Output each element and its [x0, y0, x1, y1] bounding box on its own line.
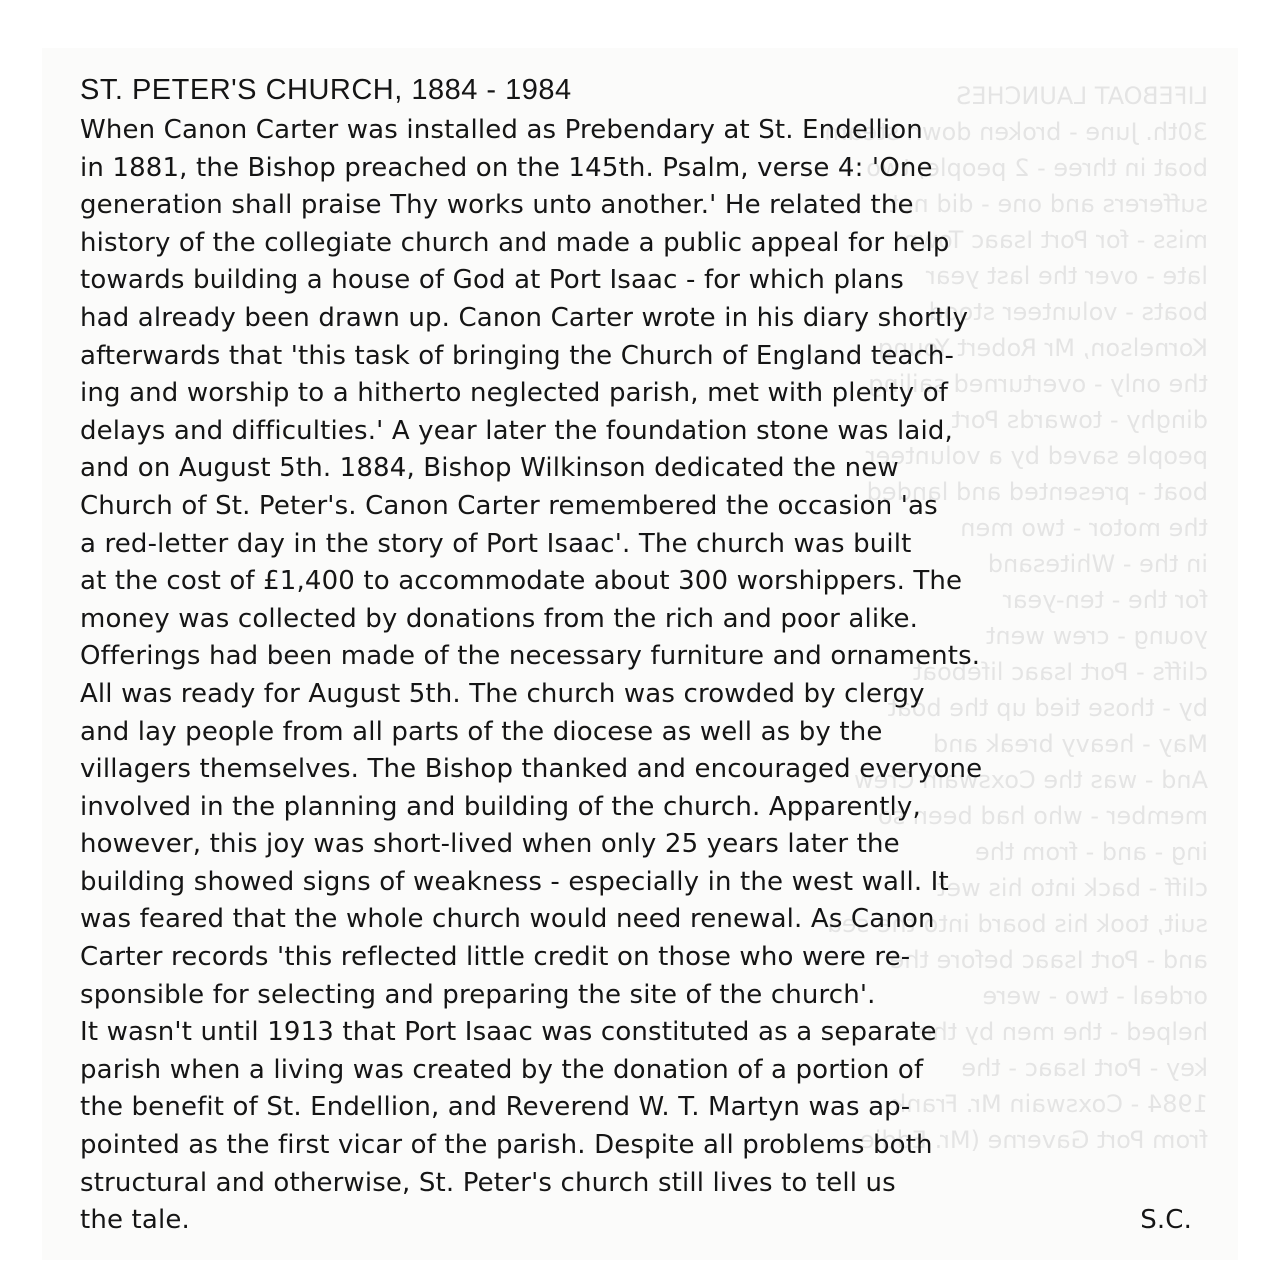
bleed-through-line: boats - volunteer stood — [928, 298, 1208, 326]
bleed-through-line: ordeal - two - were — [982, 982, 1208, 1010]
article-line: building showed signs of weakness - especially in the west wall. It — [80, 866, 949, 897]
article-line: in 1881, the Bishop preached on the 145th. Psalm, verse 4: 'One — [80, 152, 933, 183]
bleed-through-line: boat in three - 2 people, two — [866, 154, 1208, 182]
bleed-through-line: key - Port Isaac - the — [961, 1054, 1208, 1082]
article-title: ST. PETER'S CHURCH, 1884 - 1984 — [80, 74, 572, 106]
article-line: generation shall praise Thy works unto another.' He related the — [80, 190, 914, 221]
article-line: a red-letter day in the story of Port Isaac'. The church was built — [80, 528, 912, 559]
article-line: villagers themselves. The Bishop thanked and encouraged everyone — [80, 754, 983, 785]
bleed-through-line: dinghy - towards Port — [951, 406, 1208, 434]
bleed-through-line: member - who had been so — [877, 802, 1208, 830]
article-closing-line — [80, 1202, 1192, 1240]
bleed-through-line: suit, took his board into the sea — [827, 910, 1208, 938]
article-line: Carter records 'this reflected little credit on those who were re- — [80, 942, 911, 973]
bleed-through-heading: LIFEBOAT LAUNCHES — [956, 82, 1208, 110]
article-line: Offerings had been made of the necessary furniture and ornaments. — [80, 641, 981, 672]
article-line: however, this joy was short-lived when only 25 years later the — [80, 829, 900, 860]
bleed-through-line: by - those tied up the boat — [887, 694, 1208, 722]
bleed-through-line: 1984 - Coxswain Mr. Frank — [892, 1090, 1208, 1118]
bleed-through-line: helped - the men by the — [917, 1018, 1208, 1046]
bleed-through-line: cliff - back into his wet — [936, 874, 1208, 902]
article-line: All was ready for August 5th. The church was crowded by clergy — [80, 678, 925, 709]
article-line: history of the collegiate church and made a public appeal for help — [80, 227, 950, 258]
article-line: sponsible for selecting and preparing the site of the church'. — [80, 979, 876, 1010]
article-line: afterwards that 'this task of bringing the Church of England teach- — [80, 340, 955, 371]
bleed-through-line: people saved by a volunteer — [865, 442, 1208, 470]
bleed-through-line: from Port Gaverne (Mr. Eddie — [859, 1126, 1208, 1154]
article-line: parish when a living was created by the donation of a portion of — [80, 1054, 924, 1085]
bleed-through-line: for the - ten-year — [1002, 586, 1208, 614]
bleed-through-line: sufferers and one - did not — [889, 190, 1208, 218]
article-line: had already been drawn up. Canon Carter wrote in his diary shortly — [80, 302, 969, 333]
bleed-through-line: miss - for Port Isaac Town — [903, 226, 1208, 254]
article-line: ing and worship to a hitherto neglected parish, met with plenty of — [80, 378, 949, 409]
bleed-through-line: cliffs - Port Isaac lifeboat — [912, 658, 1208, 686]
article-line: and on August 5th. 1884, Bishop Wilkinson dedicated the new — [80, 453, 899, 484]
bleed-through-line: the only - overturned sailing — [868, 370, 1208, 398]
article-line: and lay people from all parts of the diocese as well as by the — [80, 716, 883, 747]
bleed-through-line: the motor - two men — [960, 514, 1208, 542]
article-line: involved in the planning and building of the church. Apparently, — [80, 791, 921, 822]
article-line: It wasn't until 1913 that Port Isaac was constituted as a separate — [80, 1017, 937, 1048]
bleed-through-line: young - crew went — [985, 622, 1208, 650]
bleed-through-line: Kornelson, Mr Robert Young — [877, 334, 1208, 362]
author-signature: S.C. — [1140, 1205, 1192, 1236]
article-line: money was collected by donations from the rich and poor alike. — [80, 603, 919, 634]
bleed-through-line: And - was the Coxswain Crew — [853, 766, 1208, 794]
article-body — [80, 112, 1230, 1202]
article-final-text: the tale. — [80, 1205, 190, 1236]
article-line: at the cost of £1,400 to accommodate about 300 worshippers. The — [80, 566, 963, 597]
bleed-through-line: late - over the last year — [925, 262, 1208, 290]
article-line: Church of St. Peter's. Canon Carter remembered the occasion 'as — [80, 490, 938, 521]
article-line: was feared that the whole church would need renewal. As Canon — [80, 904, 935, 935]
scanned-page — [42, 48, 1238, 1260]
bleed-through-line: and - Port Isaac before the — [889, 946, 1208, 974]
bleed-through-line: ing - and - from the — [975, 838, 1208, 866]
bleed-through-line: in the - Whitesand — [987, 550, 1208, 578]
bleed-through-line: 30th. June - broken down steam — [824, 118, 1208, 146]
article-line: structural and otherwise, St. Peter's church still lives to tell us — [80, 1167, 896, 1198]
article-line: When Canon Carter was installed as Prebendary at St. Endellion — [80, 115, 923, 145]
article-line: the benefit of St. Endellion, and Reverend W. T. Martyn was ap- — [80, 1092, 911, 1123]
article-line: pointed as the first vicar of the parish. Despite all problems both — [80, 1130, 933, 1161]
article-line: delays and difficulties.' A year later the foundation stone was laid, — [80, 415, 953, 446]
bleed-through-line: boat - presented and landed — [866, 478, 1208, 506]
article-line: towards building a house of God at Port Isaac - for which plans — [80, 265, 904, 296]
article — [80, 70, 1230, 1240]
bleed-through-line: May - heavy break and — [933, 730, 1208, 758]
